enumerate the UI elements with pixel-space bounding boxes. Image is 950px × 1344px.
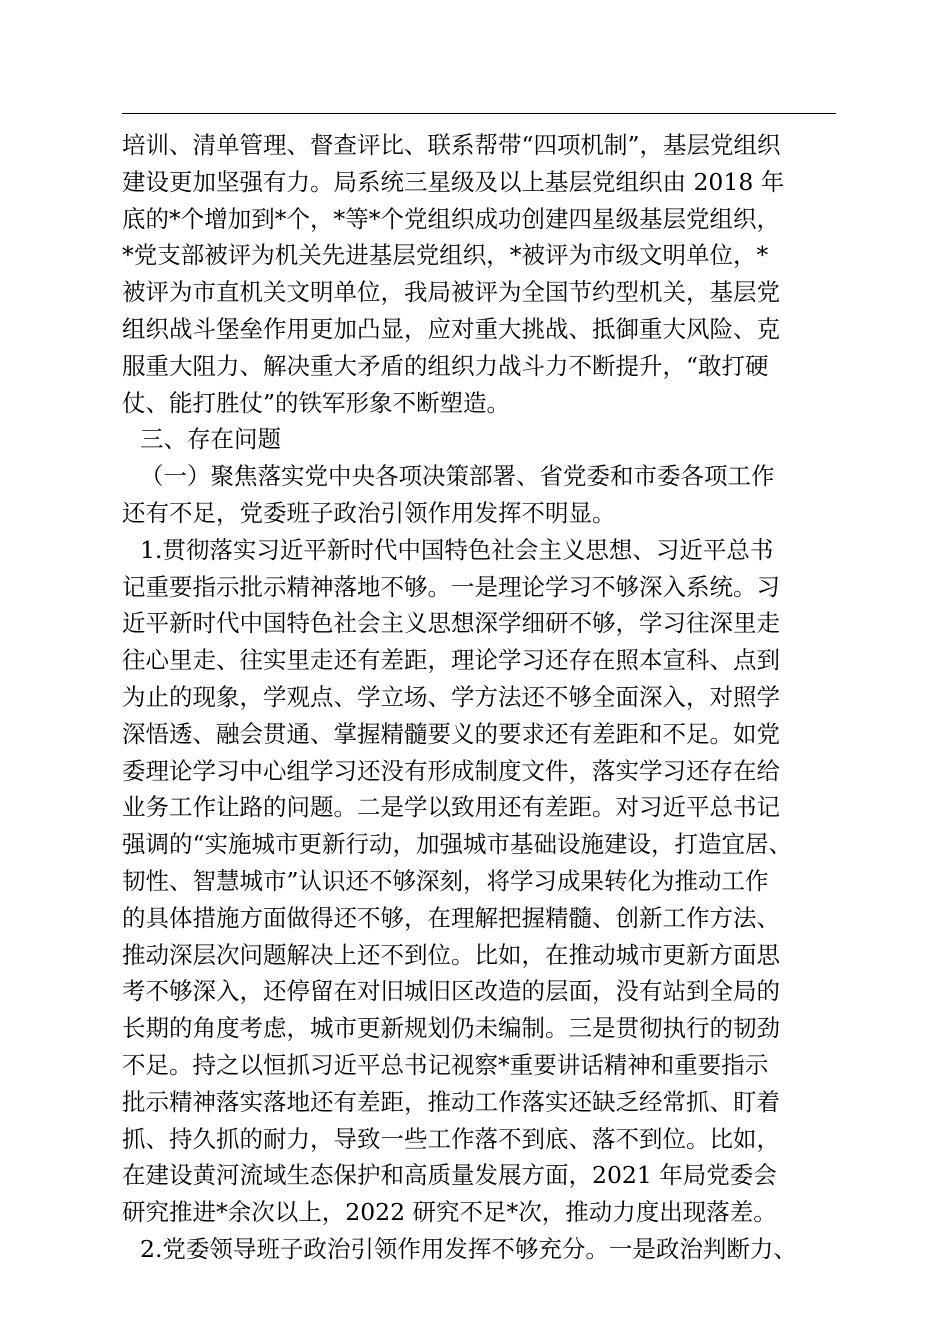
text-line: 1.贯彻落实习近平新时代中国特色社会主义思想、习近平总书 [140, 535, 774, 564]
text-line: 组织战斗堡垒作用更加凸显，应对重大挑战、抵御重大风险、克 [122, 314, 780, 343]
header-rule [122, 113, 836, 114]
text-line: 业务工作让路的问题。二是学以致用还有差距。对习近平总书记 [122, 793, 780, 822]
text-line: 还有不足，党委班子政治引领作用发挥不明显。 [122, 498, 616, 527]
text-line: 仗、能打胜仗”的铁军形象不断塑造。 [122, 388, 511, 417]
text-line: 记重要指示批示精神落地不够。一是理论学习不够深入系统。习 [122, 572, 780, 601]
text-line: 强调的“实施城市更新行动，加强城市基础设施建设，打造宜居、 [122, 830, 793, 859]
body-text [122, 127, 882, 1268]
text-line: 建设更加坚强有力。局系统三星级及以上基层党组织由 2018 年 [122, 167, 785, 196]
text-line: 考不够深入，还停留在对旧城旧区改造的层面，没有站到全局的 [122, 977, 780, 1006]
text-line: 培训、清单管理、督查评比、联系帮带“四项机制”，基层党组织 [122, 131, 781, 159]
text-line: 的具体措施方面做得还不够，在理解把握精髓、创新工作方法、 [122, 903, 780, 932]
text-line: 近平新时代中国特色社会主义思想深学细研不够，学习往深里走 [122, 609, 780, 638]
text-line: 不足。持之以恒抓习近平总书记视察*重要讲话精神和重要指示 [122, 1050, 769, 1079]
text-line: 底的*个增加到*个，*等*个党组织成功创建四星级基层党组织， [122, 204, 780, 233]
text-line: 韧性、智慧城市”认识还不够深刻，将学习成果转化为推动工作 [122, 866, 769, 895]
text-line: 2.党委领导班子政治引领作用发挥不够充分。一是政治判断力、 [140, 1234, 797, 1263]
text-line: 被评为市直机关文明单位，我局被评为全国节约型机关，基层党 [122, 278, 780, 307]
text-line: 服重大阻力、解决重大矛盾的组织力战斗力不断提升，“敢打硬 [122, 351, 769, 380]
text-line: 委理论学习中心组学习还没有形成制度文件，落实学习还存在给 [122, 756, 780, 785]
text-line: （一）聚焦落实党中央各项决策部署、省党委和市委各项工作 [140, 462, 775, 491]
text-line: 批示精神落实落地还有差距，推动工作落实还缺乏经常抓、盯着 [122, 1087, 780, 1116]
text-line: *党支部被评为机关先进基层党组织，*被评为市级文明单位，* [122, 241, 769, 270]
text-line: 往心里走、往实里走还有差距，理论学习还存在照本宣科、点到 [122, 646, 780, 675]
text-line: 研究推进*余次以上，2022 研究不足*次，推动力度出现落差。 [122, 1198, 777, 1227]
text-line: 推动深层次问题解决上还不到位。比如，在推动城市更新方面思 [122, 940, 780, 969]
section-heading: 三、存在问题 [140, 425, 281, 454]
text-line: 长期的角度考虑，城市更新规划仍未编制。三是贯彻执行的韧劲 [122, 1014, 780, 1043]
text-line: 抓、持久抓的耐力，导致一些工作落不到底、落不到位。比如， [122, 1124, 780, 1153]
text-line: 深悟透、融会贯通、掌握精髓要义的要求还有差距和不足。如党 [122, 719, 780, 748]
text-line: 为止的现象，学观点、学立场、学方法还不够全面深入，对照学 [122, 682, 780, 711]
text-line: 在建设黄河流域生态保护和高质量发展方面，2021 年局党委会 [122, 1161, 777, 1190]
